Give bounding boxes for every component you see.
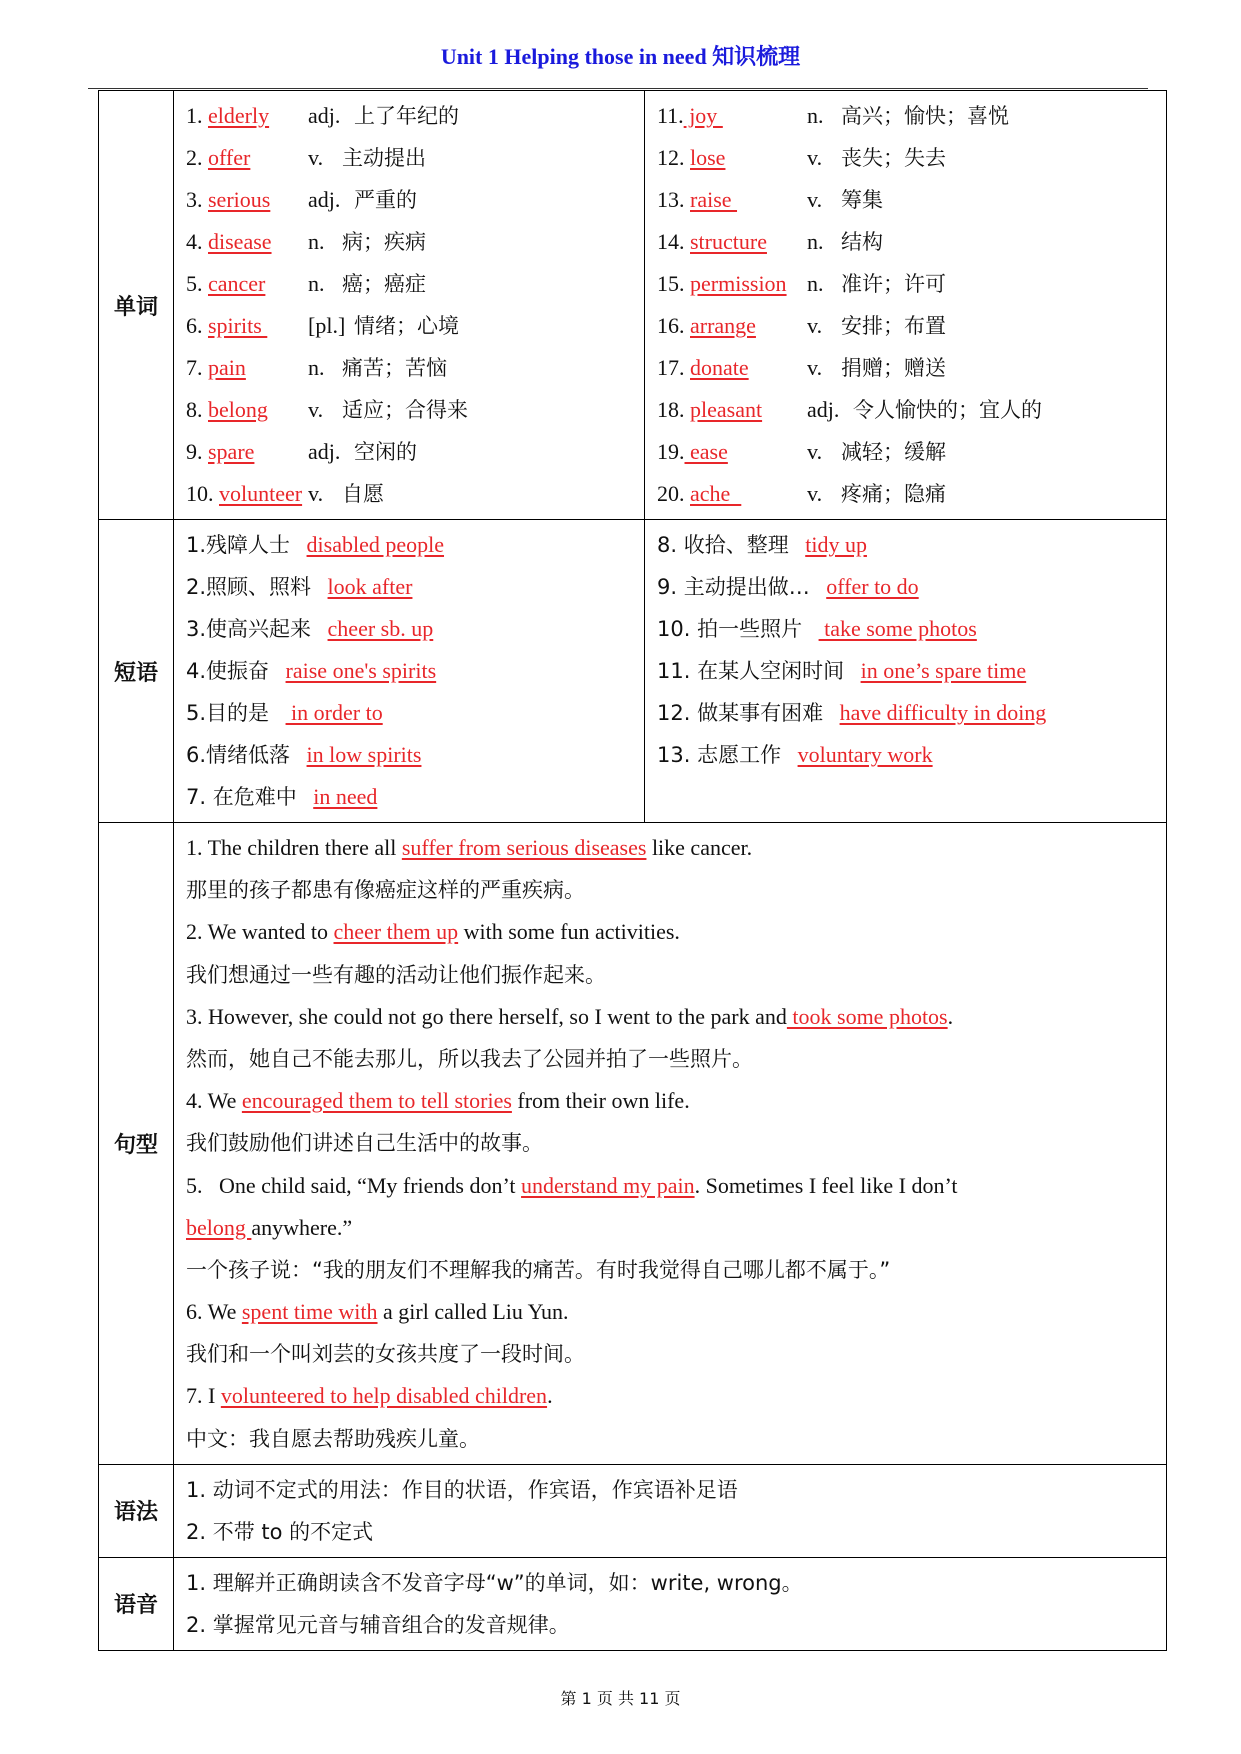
- sentence-line: [186, 1291, 1154, 1333]
- spacer: [781, 742, 798, 767]
- spacer: [290, 742, 307, 767]
- sentence-line: [186, 1080, 1154, 1122]
- grammar-item: 1. 动词不定式的用法：作目的状语，作宾语，作宾语补足语: [186, 1477, 738, 1502]
- translation-text: 我们和一个叫刘芸的女孩共度了一段时间。: [186, 1342, 585, 1367]
- vocab-meaning: 主动提出: [342, 146, 426, 170]
- sentence-line: [186, 827, 1154, 869]
- vocab-item: [186, 473, 644, 515]
- vocab-number: 12.: [657, 145, 690, 170]
- phonetics-row: [99, 1557, 1167, 1650]
- vocab-word: serious: [208, 187, 271, 212]
- vocab-meaning: 疼痛；隐痛: [841, 482, 946, 506]
- phrase-chinese: 5.目的是: [186, 701, 270, 725]
- vocab-meaning: 适应；合得来: [342, 398, 468, 422]
- phrase-english: in low spirits: [306, 742, 422, 767]
- vocab-item: [186, 389, 644, 431]
- vocab-meaning: 安排；布置: [841, 314, 946, 338]
- vocab-number: 2.: [186, 145, 208, 170]
- grammar-row: [99, 1464, 1167, 1557]
- vocab-item: [657, 95, 1166, 137]
- vocab-pos: n.: [807, 229, 824, 254]
- vocab-meaning: 高兴；愉快；喜悦: [841, 104, 1009, 128]
- vocab-number: 9.: [186, 439, 208, 464]
- vocab-number: 14.: [657, 229, 690, 254]
- vocab-meaning: 筹集: [841, 188, 883, 212]
- vocab-pos: [pl.]: [308, 313, 346, 338]
- phrase-item: [186, 650, 644, 692]
- phrase-chinese: 2.照顾、照料: [186, 575, 312, 599]
- phrase-english: tidy up: [805, 532, 867, 557]
- page-title: Unit 1 Helping those in need 知识梳理: [440, 44, 801, 69]
- sentence-text: from their own life.: [511, 1088, 690, 1114]
- sentence-text: anywhere.”: [251, 1214, 353, 1240]
- sentence-line: [186, 996, 1154, 1038]
- vocab-number: 8.: [186, 397, 208, 422]
- translation-text: 一个孩子说：“我的朋友们不理解我的痛苦。有时我觉得自己哪儿都不属于。”: [186, 1257, 891, 1282]
- vocab-number: 17.: [657, 355, 690, 380]
- sentence-highlight: spent time with: [241, 1299, 378, 1325]
- vocab-row: [99, 91, 1167, 520]
- sentence-text: .: [547, 1383, 553, 1409]
- phonetics-cell: [174, 1557, 1167, 1650]
- spacer: [810, 574, 827, 599]
- knowledge-table: [98, 90, 1167, 1651]
- vocab-meaning: 准许；许可: [841, 272, 946, 296]
- vocab-item: [186, 221, 644, 263]
- phrase-english: offer to do: [826, 574, 919, 599]
- vocab-number: 10.: [186, 481, 219, 506]
- vocab-meaning: 减轻；缓解: [841, 440, 946, 464]
- translation-text: 我们想通过一些有趣的活动让他们振作起来。: [186, 962, 606, 987]
- vocab-word: structure: [690, 229, 767, 254]
- vocab-word: belong: [208, 397, 268, 422]
- vocab-item: [186, 263, 644, 305]
- phrase-chinese: 9. 主动提出做…: [657, 575, 810, 599]
- vocab-number: 15.: [657, 271, 690, 296]
- phrases-row: [99, 520, 1167, 823]
- vocab-pos: adj.: [807, 397, 840, 422]
- vocab-pos: v.: [308, 145, 324, 170]
- vocab-meaning: 结构: [841, 230, 883, 254]
- vocab-pos: v.: [807, 145, 823, 170]
- vocab-item: [657, 431, 1166, 473]
- vocab-pos: v.: [308, 481, 324, 506]
- phrase-item: [186, 608, 644, 650]
- spacer: [789, 532, 806, 557]
- vocab-number: 19.: [657, 439, 685, 464]
- spacer: [823, 700, 840, 725]
- vocab-item: [657, 221, 1166, 263]
- spacer: [297, 784, 314, 809]
- phrase-item: [186, 734, 644, 776]
- vocab-item: [657, 263, 1166, 305]
- sentence-translation: [186, 869, 1154, 911]
- translation-text: 我们鼓励他们讲述自己生活中的故事。: [186, 1131, 543, 1156]
- vocab-item: [657, 389, 1166, 431]
- phrase-english: voluntary work: [797, 742, 933, 767]
- vocab-word: cancer: [208, 271, 266, 296]
- sentence-line: [186, 1207, 1154, 1249]
- sentence-highlight: understand my pain: [521, 1172, 695, 1198]
- vocab-pos: n.: [308, 355, 325, 380]
- vocab-number: 20.: [657, 481, 690, 506]
- vocab-number: 16.: [657, 313, 690, 338]
- vocab-pos: adj.: [308, 103, 341, 128]
- vocab-item: [657, 137, 1166, 179]
- phrase-english: look after: [327, 574, 413, 599]
- vocab-meaning: 捐赠；赠送: [841, 356, 946, 380]
- sentence-highlight: encouraged them to tell stories: [241, 1088, 512, 1114]
- phrase-item: [657, 608, 1166, 650]
- sentence-text: 3. However, she could not go there herself, so I went to the park and: [186, 1003, 787, 1029]
- vocab-number: 13.: [657, 187, 690, 212]
- vocab-item: [186, 179, 644, 221]
- phrase-chinese: 13. 志愿工作: [657, 743, 782, 767]
- translation-text: 中文：我自愿去帮助残疾儿童。: [186, 1426, 480, 1451]
- sentence-line: [186, 1375, 1154, 1417]
- vocab-number: 1.: [186, 103, 208, 128]
- vocab-meaning: 自愿: [342, 482, 384, 506]
- phrase-english: disabled people: [306, 532, 445, 557]
- sentence-highlight: took some photos: [786, 1003, 948, 1029]
- sentences-row: [99, 823, 1167, 1465]
- spacer: [802, 616, 819, 641]
- phrase-chinese: 6.情绪低落: [186, 743, 291, 767]
- vocab-number: 4.: [186, 229, 208, 254]
- sentence-translation: [186, 954, 1154, 996]
- vocab-meaning: 情绪；心境: [354, 314, 459, 338]
- translation-text: 然而，她自己不能去那儿，所以我去了公园并拍了一些照片。: [186, 1046, 753, 1071]
- sentence-text: 5. One child said, “My friends don’t: [186, 1172, 522, 1198]
- phrase-item: [657, 524, 1166, 566]
- vocab-pos: v.: [807, 355, 823, 380]
- vocab-number: 5.: [186, 271, 208, 296]
- sentence-translation: [186, 1038, 1154, 1080]
- sentence-text: like cancer.: [646, 835, 753, 860]
- sentence-highlight: belong: [186, 1214, 252, 1240]
- spacer: [844, 658, 861, 683]
- vocab-word: spare: [208, 439, 255, 464]
- vocab-number: 18.: [657, 397, 690, 422]
- sentence-highlight: cheer them up: [333, 919, 459, 945]
- phrase-chinese: 4.使振奋: [186, 659, 270, 683]
- spacer: [269, 700, 286, 725]
- phrase-chinese: 12. 做某事有困难: [657, 701, 824, 725]
- sentence-highlight: volunteered to help disabled children: [220, 1383, 548, 1409]
- phrase-english: raise one's spirits: [285, 658, 437, 683]
- vocab-pos: n.: [308, 271, 325, 296]
- spacer: [311, 616, 328, 641]
- sentence-translation: [186, 1249, 1154, 1291]
- vocab-meaning: 空闲的: [354, 440, 417, 464]
- phrase-chinese: 3.使高兴起来: [186, 617, 312, 641]
- sentence-text: a girl called Liu Yun.: [377, 1299, 569, 1325]
- grammar-label: 语法: [99, 1464, 174, 1557]
- sentence-text: 1. The children there all: [186, 835, 402, 860]
- phonetics-item: 1. 理解并正确朗读含不发音字母“w”的单词，如：write, wrong。: [186, 1570, 803, 1595]
- sentence-text: 2. We wanted to: [186, 919, 334, 945]
- phrase-chinese: 1.残障人士: [186, 533, 291, 557]
- phrase-item: [657, 566, 1166, 608]
- vocab-meaning: 令人愉快的；宜人的: [853, 398, 1042, 422]
- translation-text: 那里的孩子都患有像癌症这样的严重疾病。: [186, 878, 585, 903]
- phrase-english: in need: [313, 784, 378, 809]
- phrase-chinese: 7. 在危难中: [186, 785, 297, 809]
- phonetics-item: 2. 掌握常见元音与辅音组合的发音规律。: [186, 1612, 570, 1637]
- vocab-pos: n.: [308, 229, 325, 254]
- phrase-item: [657, 734, 1166, 776]
- phrases-right: [645, 520, 1167, 823]
- phrase-english: in order to: [285, 700, 383, 725]
- vocab-item: [657, 179, 1166, 221]
- vocab-left: [174, 91, 645, 520]
- vocab-word: raise: [690, 187, 738, 212]
- phrase-item: [657, 692, 1166, 734]
- phrases-label: 短语: [99, 520, 174, 823]
- grammar-item: 2. 不带 to 的不定式: [186, 1519, 374, 1544]
- sentence-highlight: suffer from serious diseases: [401, 835, 647, 860]
- vocab-meaning: 痛苦；苦恼: [342, 356, 447, 380]
- phrase-chinese: 10. 拍一些照片: [657, 617, 803, 641]
- sentence-text: with some fun activities.: [458, 919, 680, 945]
- sentence-translation: [186, 1418, 1154, 1460]
- sentence-line: [186, 1165, 1154, 1207]
- vocab-number: 6.: [186, 313, 208, 338]
- phrase-item: [186, 776, 644, 818]
- vocab-pos: v.: [807, 187, 823, 212]
- vocab-item: [186, 137, 644, 179]
- vocab-word: joy: [683, 103, 723, 128]
- vocab-word: pain: [208, 355, 246, 380]
- vocab-item: [657, 305, 1166, 347]
- sentences-label: 句型: [99, 823, 174, 1465]
- phrase-english: take some photos: [818, 616, 977, 641]
- vocab-number: 7.: [186, 355, 208, 380]
- phrase-english: cheer sb. up: [327, 616, 434, 641]
- vocab-word: ache: [690, 481, 742, 506]
- phrase-item: [186, 692, 644, 734]
- sentence-text: 6. We: [186, 1299, 242, 1325]
- page-footer: [0, 1686, 1241, 1709]
- header-rule: [88, 88, 1148, 89]
- vocab-pos: adj.: [308, 439, 341, 464]
- vocab-word: permission: [690, 271, 787, 296]
- spacer: [311, 574, 328, 599]
- sentence-translation: [186, 1333, 1154, 1375]
- vocab-meaning: 癌；癌症: [342, 272, 426, 296]
- vocab-pos: n.: [807, 271, 824, 296]
- vocab-right: [645, 91, 1167, 520]
- vocab-meaning: 上了年纪的: [354, 104, 459, 128]
- vocab-meaning: 病；疾病: [342, 230, 426, 254]
- vocab-pos: n.: [807, 103, 824, 128]
- phrase-chinese: 11. 在某人空闲时间: [657, 659, 845, 683]
- vocab-word: arrange: [690, 313, 756, 338]
- vocab-pos: v.: [807, 481, 823, 506]
- spacer: [269, 658, 286, 683]
- sentence-text: 7. I: [186, 1383, 221, 1409]
- vocab-item: [186, 95, 644, 137]
- sentence-line: [186, 911, 1154, 953]
- sentences-cell: [174, 823, 1167, 1465]
- vocab-word: spirits: [208, 313, 268, 338]
- phrase-item: [186, 566, 644, 608]
- vocab-word: lose: [690, 145, 726, 170]
- vocab-word: elderly: [208, 103, 270, 128]
- vocab-item: [657, 347, 1166, 389]
- vocab-item: [186, 305, 644, 347]
- phrase-chinese: 8. 收拾、整理: [657, 533, 789, 557]
- page-number: 第 1 页 共 11 页: [560, 1689, 681, 1708]
- vocab-pos: adj.: [308, 187, 341, 212]
- sentence-translation: [186, 1122, 1154, 1164]
- vocab-item: [657, 473, 1166, 515]
- phrase-english: have difficulty in doing: [839, 700, 1047, 725]
- vocab-word: volunteer: [219, 481, 303, 506]
- vocab-word: ease: [684, 439, 728, 464]
- vocab-meaning: 严重的: [354, 188, 417, 212]
- sentence-text: 4. We: [186, 1088, 242, 1114]
- phrase-english: in one’s spare time: [860, 658, 1027, 683]
- vocab-number: 11.: [657, 103, 684, 128]
- phonetics-label: 语音: [99, 1557, 174, 1650]
- phrase-item: [657, 650, 1166, 692]
- sentence-text: . Sometimes I feel like I don’t: [694, 1172, 958, 1198]
- vocab-meaning: 丧失；失去: [841, 146, 946, 170]
- vocab-word: offer: [208, 145, 251, 170]
- spacer: [290, 532, 307, 557]
- vocab-item: [186, 347, 644, 389]
- grammar-cell: [174, 1464, 1167, 1557]
- vocab-word: disease: [208, 229, 272, 254]
- phrase-item: [186, 524, 644, 566]
- vocab-word: pleasant: [690, 397, 763, 422]
- sentence-text: .: [947, 1003, 954, 1029]
- phrases-left: [174, 520, 645, 823]
- vocab-pos: v.: [807, 313, 823, 338]
- vocab-pos: v.: [308, 397, 324, 422]
- vocab-pos: v.: [807, 439, 823, 464]
- vocab-item: [186, 431, 644, 473]
- vocab-label: 单词: [99, 91, 174, 520]
- vocab-word: donate: [690, 355, 749, 380]
- vocab-number: 3.: [186, 187, 208, 212]
